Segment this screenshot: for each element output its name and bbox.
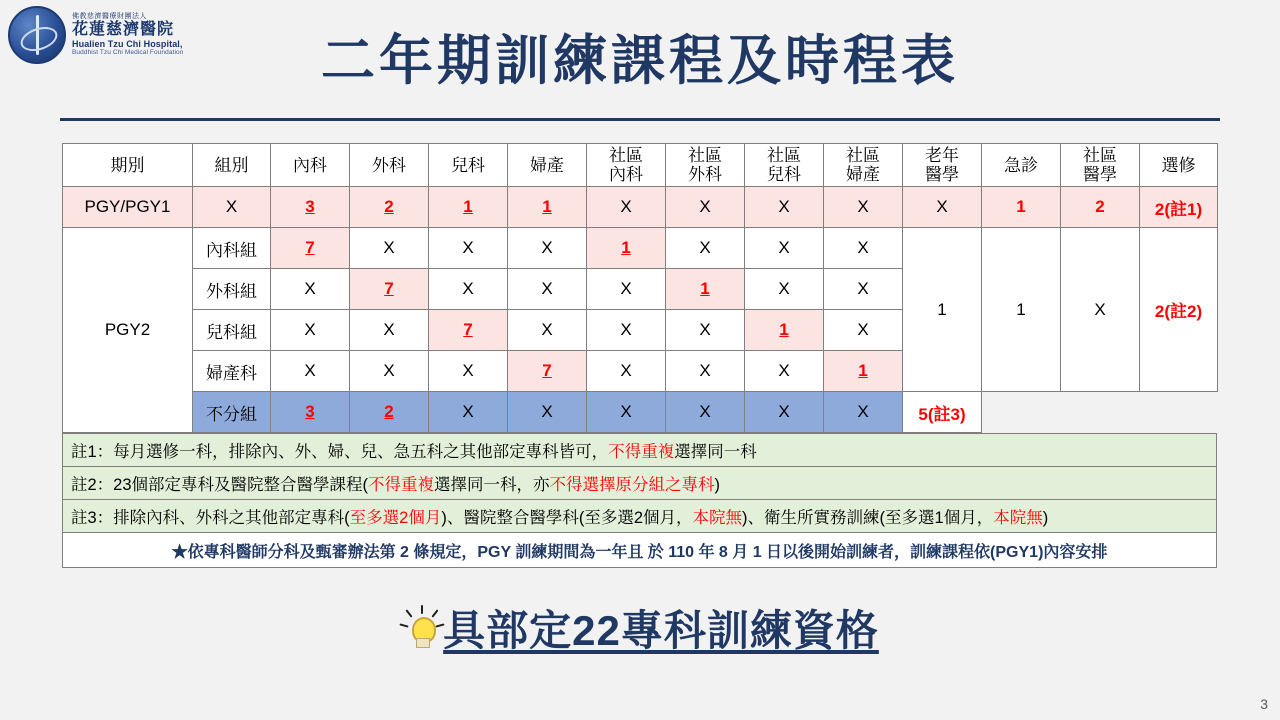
cell-pgy1-comm-surgery: X: [666, 187, 745, 228]
footer-highlight: [0, 598, 1280, 658]
cell-surgery-comm-pediatrics: X: [745, 269, 824, 310]
cell-pgy1-internal: 3: [271, 187, 350, 228]
note-2-highlight-1: 不得重複: [368, 476, 435, 495]
header-group: 組別: [193, 144, 271, 187]
regulation-note: ★依專科醫師分科及甄審辦法第 2 條規定，PGY 訓練期間為一年且 於 110 年 8 月 1 日以後開始訓練者，訓練課程依(PGY1)內容安排: [63, 533, 1217, 568]
schedule-table-wrapper: [62, 143, 1217, 568]
note-3-part-c: )、衛生所實務訓練(至多選1個月，: [742, 509, 994, 528]
cell-ped-internal: X: [271, 310, 350, 351]
cell-ung-obgyn: X: [508, 392, 587, 433]
cell-ped-surgery: X: [350, 310, 429, 351]
cell-pgy1-comm-obgyn: X: [824, 187, 903, 228]
note-3-part-d: ): [1042, 509, 1049, 528]
logo-name-en: Hualien Tzu Chi Hospital,: [72, 39, 183, 50]
note-1-part-a: 註1：每月選修一科，排除內、外、婦、兒、急五科之其他部定專科皆可，: [71, 443, 609, 462]
cell-pgy2-community: X: [1061, 228, 1140, 392]
cell-ob-internal: X: [271, 351, 350, 392]
cell-ped-obgyn: X: [508, 310, 587, 351]
cell-ung-comm-obgyn: X: [824, 392, 903, 433]
header-internal-medicine: 內科: [271, 144, 350, 187]
cell-surgery-comm-obgyn: X: [824, 269, 903, 310]
page-number: 3: [1260, 696, 1268, 712]
cell-internal-comm-internal: 1: [587, 228, 666, 269]
cell-internal-comm-obgyn: X: [824, 228, 903, 269]
cell-internal-internal: 7: [271, 228, 350, 269]
cell-ung-surgery: 2: [350, 392, 429, 433]
cell-period-pgy2: PGY2: [63, 228, 193, 433]
note-2: [63, 467, 1217, 500]
cell-group-internal: 內科組: [193, 228, 271, 269]
title-divider: [60, 118, 1220, 121]
cell-ped-comm-pediatrics: 1: [745, 310, 824, 351]
cell-internal-surgery: X: [350, 228, 429, 269]
cell-pgy1-surgery: 2: [350, 187, 429, 228]
header-period: 期別: [63, 144, 193, 187]
cell-surgery-obgyn: X: [508, 269, 587, 310]
cell-pgy1-geriatrics: X: [903, 187, 982, 228]
cell-pgy1-elective: 2(註1): [1140, 187, 1218, 228]
cell-internal-obgyn: X: [508, 228, 587, 269]
note-1: [63, 434, 1217, 467]
cell-surgery-surgery: 7: [350, 269, 429, 310]
cell-ob-comm-pediatrics: X: [745, 351, 824, 392]
notes-table: [62, 433, 1217, 568]
cell-ob-surgery: X: [350, 351, 429, 392]
note-1-highlight: 不得重複: [608, 443, 675, 462]
cell-ped-comm-internal: X: [587, 310, 666, 351]
note-2-part-b: 選擇同一科，亦: [434, 476, 550, 495]
cell-ob-comm-obgyn: 1: [824, 351, 903, 392]
cell-pgy1-pediatrics: 1: [429, 187, 508, 228]
header-community-obgyn: 社區 婦產: [824, 144, 903, 187]
note-2-part-a: 註2：23個部定專科及醫院整合醫學課程(: [71, 476, 369, 495]
note-row-3: [63, 500, 1217, 533]
cell-ob-comm-surgery: X: [666, 351, 745, 392]
cell-pgy1-community: 2: [1061, 187, 1140, 228]
logo-name-en-2: Buddhist Tzu Chi Medical Foundation: [72, 49, 184, 57]
cell-internal-comm-pediatrics: X: [745, 228, 824, 269]
header-emergency: 急診: [982, 144, 1061, 187]
header-geriatrics: 老年 醫學: [903, 144, 982, 187]
cell-ped-pediatrics: 7: [429, 310, 508, 351]
cell-group-pgy1: X: [193, 187, 271, 228]
header-pediatrics: 兒科: [429, 144, 508, 187]
note-row-blue: [63, 533, 1217, 568]
header-community-surgery: 社區 外科: [666, 144, 745, 187]
table-row-pgy1: [63, 187, 1218, 228]
note-3-highlight-2: 本院無: [692, 509, 743, 528]
cell-period-pgy1: PGY/PGY1: [63, 187, 193, 228]
cell-group-surgery: 外科組: [193, 269, 271, 310]
cell-ung-comm-internal: X: [587, 392, 666, 433]
logo-name-cn: 花蓮慈濟醫院: [72, 21, 175, 39]
header-elective: 選修: [1140, 144, 1218, 187]
logo-org-line: 佛教慈濟醫療財團法人: [72, 13, 147, 21]
footer-phrase-text: 具部定22專科訓練資格: [443, 607, 879, 654]
header-obgyn: 婦產: [508, 144, 587, 187]
note-3-highlight-3: 本院無: [993, 509, 1043, 528]
note-2-part-c: ): [714, 476, 721, 495]
cell-surgery-comm-surgery: 1: [666, 269, 745, 310]
note-row-2: [63, 467, 1217, 500]
table-row-pgy2-ungrouped: [63, 392, 1218, 433]
cell-ob-obgyn: 7: [508, 351, 587, 392]
cell-ung-internal: 3: [271, 392, 350, 433]
note-3-highlight-1: 至多選2個月: [349, 509, 442, 528]
table-header-row: [63, 144, 1218, 187]
note-2-highlight-2: 不得選擇原分組之專科: [549, 476, 715, 495]
cell-surgery-pediatrics: X: [429, 269, 508, 310]
cell-ung-pediatrics: X: [429, 392, 508, 433]
header-community-medicine: 社區 醫學: [1061, 144, 1140, 187]
table-row-pgy2-internal: [63, 228, 1218, 269]
cell-pgy2-geriatrics: 1: [903, 228, 982, 392]
cell-pgy1-obgyn: 1: [508, 187, 587, 228]
cell-pgy1-comm-pediatrics: X: [745, 187, 824, 228]
training-schedule-table: [62, 143, 1218, 433]
note-1-part-b: 選擇同一科: [674, 443, 757, 462]
cell-pgy1-emergency: 1: [982, 187, 1061, 228]
cell-ung-elective: 5(註3): [903, 392, 982, 433]
cell-ung-comm-surgery: X: [666, 392, 745, 433]
note-3: [63, 500, 1217, 533]
note-3-part-b: )、醫院整合醫學科(至多選2個月，: [441, 509, 693, 528]
cell-internal-comm-surgery: X: [666, 228, 745, 269]
cell-ped-comm-obgyn: X: [824, 310, 903, 351]
cell-group-obgyn: 婦產科: [193, 351, 271, 392]
note-3-part-a: 註3：排除內科、外科之其他部定專科(: [71, 509, 350, 528]
cell-ung-comm-pediatrics: X: [745, 392, 824, 433]
lightbulb-icon: [401, 605, 443, 653]
cell-pgy1-comm-internal: X: [587, 187, 666, 228]
note-row-1: [63, 434, 1217, 467]
header-surgery: 外科: [350, 144, 429, 187]
cell-group-pediatrics: 兒科組: [193, 310, 271, 351]
cell-ob-comm-internal: X: [587, 351, 666, 392]
page-title: 二年期訓練課程及時程表: [321, 31, 959, 91]
cell-internal-pediatrics: X: [429, 228, 508, 269]
cell-surgery-comm-internal: X: [587, 269, 666, 310]
header-community-internal: 社區 內科: [587, 144, 666, 187]
cell-pgy2-elective: 2(註2): [1140, 228, 1218, 392]
cell-group-ungrouped: 不分組: [193, 392, 271, 433]
header-community-pediatrics: 社區 兒科: [745, 144, 824, 187]
cell-pgy2-emergency: 1: [982, 228, 1061, 392]
cell-ob-pediatrics: X: [429, 351, 508, 392]
cell-ped-comm-surgery: X: [666, 310, 745, 351]
cell-surgery-internal: X: [271, 269, 350, 310]
